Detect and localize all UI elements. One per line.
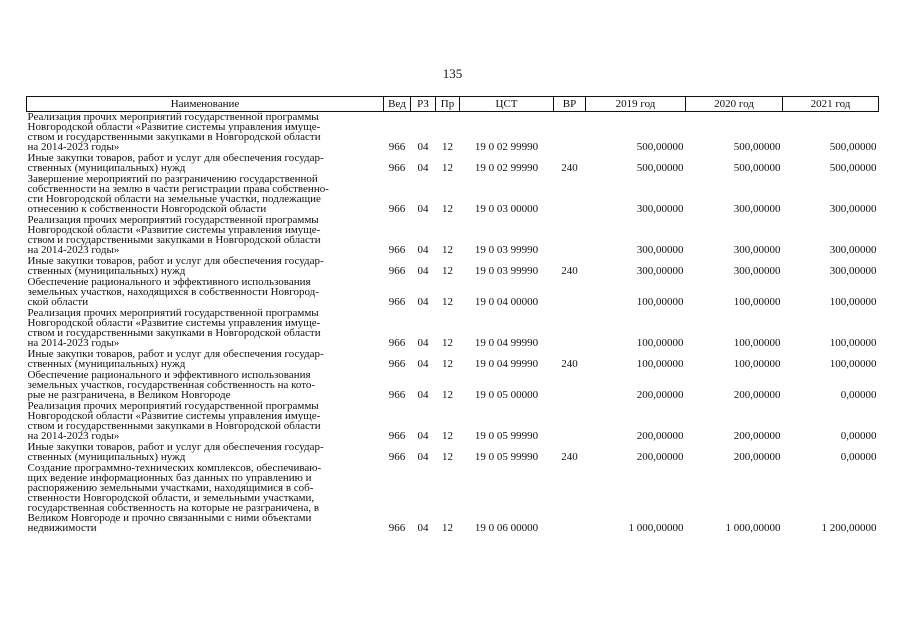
header-cst: ЦСТ (460, 97, 554, 112)
cell-ved: 966 (388, 389, 406, 401)
cell-ved: 966 (388, 162, 406, 174)
table-row (27, 215, 879, 256)
cell-name-line: Новгородской области «Развитие системы управления имуще- (27, 224, 321, 236)
cell-2019: 200,00000 (636, 389, 684, 401)
budget-table (26, 96, 879, 534)
cell-cst: 19 0 03 99990 (474, 244, 539, 256)
cell-name (27, 308, 384, 349)
cell-ved: 966 (388, 265, 406, 277)
cell-name-line: Реализация прочих мероприятий государственной программы (27, 400, 319, 412)
cell-2020: 300,00000 (733, 203, 781, 215)
cell-vr (554, 112, 586, 154)
cell-2020: 1 000,00000 (725, 522, 781, 534)
cell-2019: 100,00000 (636, 337, 684, 349)
cell-name (27, 215, 384, 256)
cell-cst: 19 0 04 00000 (474, 296, 539, 308)
table-row (27, 153, 879, 174)
cell-name (27, 401, 384, 442)
cell-pr: 12 (442, 451, 453, 463)
header-rz: РЗ (411, 97, 436, 112)
cell-rz: 04 (417, 141, 429, 153)
cell-vr (554, 401, 586, 442)
cell-name-line: Обеспечение рационального и эффективного использования (27, 369, 311, 381)
cell-cst: 19 0 02 99990 (474, 162, 539, 174)
cell-2019: 300,00000 (636, 203, 684, 215)
cell-name (27, 256, 384, 277)
table-row (27, 112, 879, 154)
cell-name-line: ственности Новгородской области, и земельными участками, (27, 492, 315, 504)
cell-rz: 04 (417, 358, 429, 370)
table-row (27, 370, 879, 401)
cell-2021: 0,00000 (840, 389, 877, 401)
cell-ved: 966 (388, 244, 406, 256)
cell-name-line: ственных (муниципальных) нужд (27, 358, 186, 370)
cell-name-line: Реализация прочих мероприятий государственной программы (27, 214, 319, 226)
cell-name-line: Великом Новгороде и прочно связанными с ними объектами (27, 512, 312, 524)
cell-2019: 100,00000 (636, 358, 684, 370)
cell-ved: 966 (388, 451, 406, 463)
cell-pr: 12 (442, 244, 453, 256)
cell-name (27, 442, 384, 463)
cell-name-line: ством и государственными закупками в Новгородской области (27, 420, 321, 432)
cell-name-line: на 2014-2023 годы» (27, 430, 120, 442)
cell-2021: 100,00000 (829, 296, 877, 308)
cell-2020: 200,00000 (733, 389, 781, 401)
cell-name-line: Новгородской области «Развитие системы управления имуще- (27, 317, 321, 329)
header-vr: ВР (554, 97, 586, 112)
cell-2021: 500,00000 (829, 162, 877, 174)
cell-name (27, 174, 384, 215)
cell-ved: 966 (388, 203, 406, 215)
cell-ved: 966 (388, 337, 406, 349)
cell-vr (554, 277, 586, 308)
cell-vr: 240 (561, 265, 578, 277)
cell-2019: 500,00000 (636, 162, 684, 174)
cell-rz: 04 (417, 203, 429, 215)
cell-cst: 19 0 05 99990 (474, 451, 539, 463)
cell-name-line: земельных участков, находящихся в собственности Новгород- (27, 286, 319, 298)
cell-rz: 04 (417, 337, 429, 349)
cell-name-line: ственных (муниципальных) нужд (27, 162, 186, 174)
cell-2021: 0,00000 (840, 451, 877, 463)
table-row (27, 308, 879, 349)
cell-vr (554, 463, 586, 534)
cell-vr: 240 (561, 451, 578, 463)
cell-2019: 500,00000 (636, 141, 684, 153)
cell-cst: 19 0 02 99990 (474, 141, 539, 153)
cell-ved: 966 (388, 296, 406, 308)
cell-cst: 19 0 03 99990 (474, 265, 539, 277)
cell-name (27, 112, 384, 154)
cell-name-line: Реализация прочих мероприятий государственной программы (27, 111, 319, 123)
table-row (27, 277, 879, 308)
cell-pr: 12 (442, 296, 453, 308)
header-2019: 2019 год (586, 97, 686, 112)
cell-rz: 04 (417, 522, 429, 534)
cell-vr (554, 370, 586, 401)
cell-name-line: земельных участков, государственная собственность на кото- (27, 379, 316, 391)
cell-name-line: ством и государственными закупками в Новгородской области (27, 131, 321, 143)
cell-rz: 04 (417, 451, 429, 463)
cell-name-line: Иные закупки товаров, работ и услуг для обеспечения государ- (27, 441, 324, 453)
cell-cst: 19 0 05 99990 (474, 430, 539, 442)
table-row (27, 463, 879, 534)
cell-name-line: ственных (муниципальных) нужд (27, 265, 186, 277)
cell-ved: 966 (388, 522, 406, 534)
cell-vr (554, 174, 586, 215)
cell-2021: 1 200,00000 (821, 522, 877, 534)
cell-name (27, 370, 384, 401)
cell-rz: 04 (417, 265, 429, 277)
cell-2020: 200,00000 (733, 430, 781, 442)
cell-name-line: рые не разграничена, в Великом Новгороде (27, 389, 231, 401)
cell-name (27, 277, 384, 308)
cell-name-line: ственных (муниципальных) нужд (27, 451, 186, 463)
cell-name-line: отнесению к собственности Новгородской области (27, 203, 267, 215)
cell-name-line: Иные закупки товаров, работ и услуг для обеспечения государ- (27, 152, 324, 164)
cell-name (27, 349, 384, 370)
cell-name-line: ством и государственными закупками в Новгородской области (27, 327, 321, 339)
cell-cst: 19 0 05 00000 (474, 389, 539, 401)
cell-name-line: Новгородской области «Развитие системы управления имуще- (27, 121, 321, 133)
cell-ved: 966 (388, 141, 406, 153)
header-name: Наименование (27, 97, 384, 112)
cell-vr (554, 215, 586, 256)
cell-2021: 0,00000 (840, 430, 877, 442)
header-2021: 2021 год (783, 97, 879, 112)
cell-name-line: на 2014-2023 годы» (27, 141, 120, 153)
cell-name-line: Иные закупки товаров, работ и услуг для обеспечения государ- (27, 348, 324, 360)
cell-rz: 04 (417, 296, 429, 308)
cell-name-line: недвижимости (27, 522, 97, 534)
cell-rz: 04 (417, 430, 429, 442)
cell-pr: 12 (442, 358, 453, 370)
table-row (27, 442, 879, 463)
cell-name-line: Обеспечение рационального и эффективного использования (27, 276, 311, 288)
cell-pr: 12 (442, 162, 453, 174)
cell-name-line: Новгородской области «Развитие системы управления имуще- (27, 410, 321, 422)
cell-name-line: ством и государственными закупками в Новгородской области (27, 234, 321, 246)
cell-name-line: распоряжению земельными участками, находящимися в соб- (27, 482, 314, 494)
cell-2021: 300,00000 (829, 203, 877, 215)
cell-ved: 966 (388, 358, 406, 370)
table-row (27, 401, 879, 442)
cell-name (27, 463, 384, 534)
cell-rz: 04 (417, 162, 429, 174)
cell-2019: 200,00000 (636, 430, 684, 442)
cell-pr: 12 (442, 265, 453, 277)
cell-2020: 300,00000 (733, 265, 781, 277)
cell-name-line: собственности на землю в части регистрации права собственно- (27, 183, 329, 195)
cell-2020: 100,00000 (733, 337, 781, 349)
cell-rz: 04 (417, 389, 429, 401)
header-ved: Вед (384, 97, 411, 112)
cell-2019: 300,00000 (636, 265, 684, 277)
cell-name-line: Реализация прочих мероприятий государственной программы (27, 307, 319, 319)
cell-pr: 12 (442, 203, 453, 215)
cell-name-line: Создание программно-технических комплексов, обеспечиваю- (27, 462, 322, 474)
cell-2020: 100,00000 (733, 296, 781, 308)
cell-cst: 19 0 06 00000 (474, 522, 539, 534)
cell-2019: 100,00000 (636, 296, 684, 308)
cell-2021: 100,00000 (829, 358, 877, 370)
cell-pr: 12 (442, 337, 453, 349)
cell-name-line: ской области (27, 296, 89, 308)
cell-vr: 240 (561, 162, 578, 174)
table-row (27, 256, 879, 277)
page-number: 135 (442, 66, 463, 81)
cell-pr: 12 (442, 141, 453, 153)
cell-pr: 12 (442, 522, 453, 534)
table-body (27, 112, 879, 535)
cell-vr (554, 308, 586, 349)
cell-2021: 300,00000 (829, 265, 877, 277)
cell-2019: 1 000,00000 (628, 522, 684, 534)
cell-2020: 300,00000 (733, 244, 781, 256)
cell-2021: 100,00000 (829, 337, 877, 349)
header-2020: 2020 год (686, 97, 783, 112)
cell-pr: 12 (442, 389, 453, 401)
cell-2020: 500,00000 (733, 141, 781, 153)
cell-cst: 19 0 03 00000 (474, 203, 539, 215)
table-row (27, 349, 879, 370)
cell-2020: 100,00000 (733, 358, 781, 370)
cell-name-line: щих ведение информационных баз данных по управлению и (27, 472, 312, 484)
cell-name-line: Завершение мероприятий по разграничению государственной (27, 173, 318, 185)
cell-2020: 200,00000 (733, 451, 781, 463)
table-header (27, 97, 879, 112)
header-pr: Пр (436, 97, 460, 112)
cell-cst: 19 0 04 99990 (474, 337, 539, 349)
cell-2019: 200,00000 (636, 451, 684, 463)
cell-2020: 500,00000 (733, 162, 781, 174)
cell-pr: 12 (442, 430, 453, 442)
cell-2021: 300,00000 (829, 244, 877, 256)
cell-name-line: государственная собственность на которые не разграничена, в (27, 502, 320, 514)
cell-ved: 966 (388, 430, 406, 442)
cell-rz: 04 (417, 244, 429, 256)
cell-name-line: Иные закупки товаров, работ и услуг для обеспечения государ- (27, 255, 324, 267)
cell-name-line: сти Новгородской области на земельные участки, подлежащие (27, 193, 321, 205)
cell-2021: 500,00000 (829, 141, 877, 153)
cell-name-line: на 2014-2023 годы» (27, 244, 120, 256)
cell-name (27, 153, 384, 174)
cell-vr: 240 (561, 358, 578, 370)
cell-cst: 19 0 04 99990 (474, 358, 539, 370)
cell-name-line: на 2014-2023 годы» (27, 337, 120, 349)
table-row (27, 174, 879, 215)
cell-2019: 300,00000 (636, 244, 684, 256)
